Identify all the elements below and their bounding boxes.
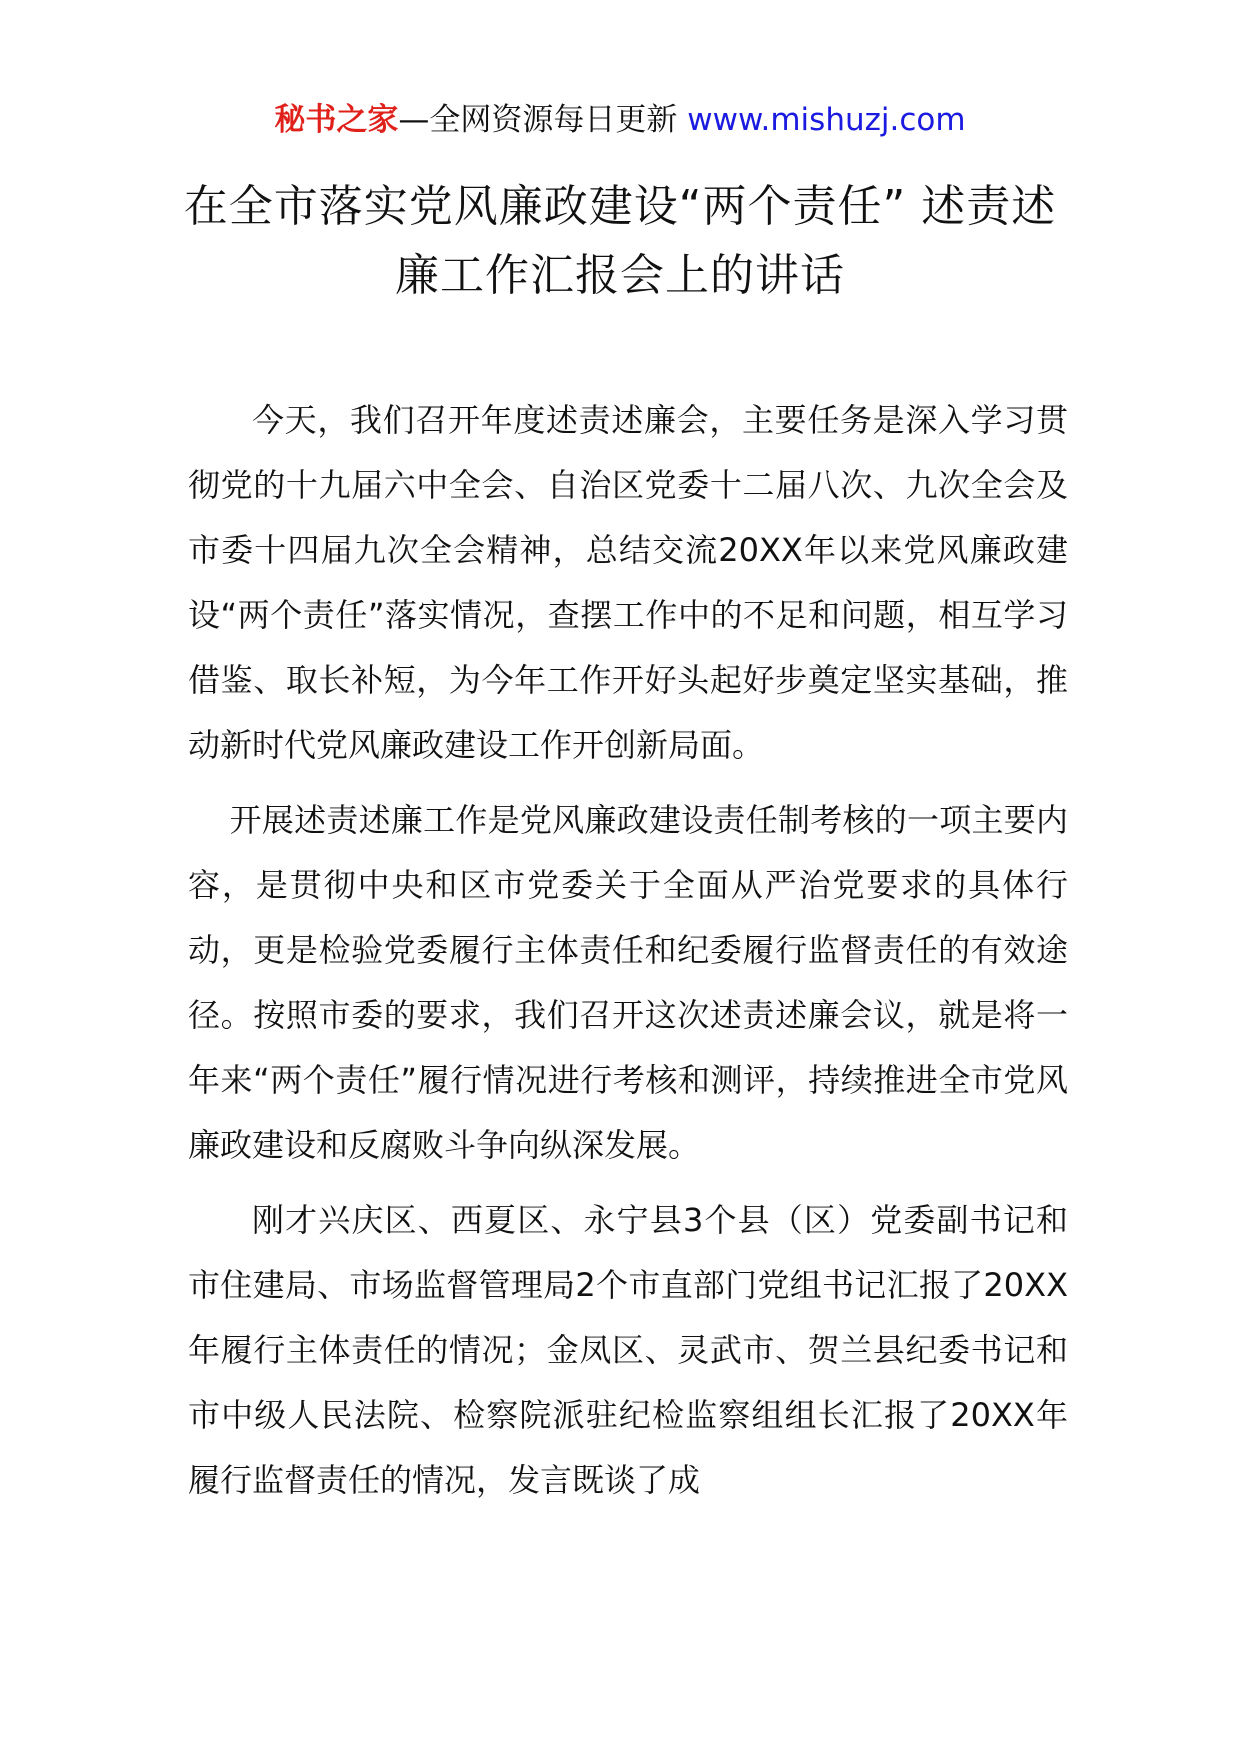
body-paragraph-3: 刚才兴庆区、西夏区、永宁县3个县（区）党委副书记和市住建局、市场监督管理局2个市直部门党组书记汇报了20XX年履行主体责任的情况；金凤区、灵武市、贺兰县纪委书记和市中级人民法院、检察院派驻纪检监察组组长汇报了20XX年履行监督责任的情况，发言既谈了成	[188, 1201, 1068, 1499]
brand-name: 秘书之家	[274, 102, 399, 138]
site-header	[0, 100, 1240, 140]
body-paragraph-2: 开展述责述廉工作是党风廉政建设责任制考核的一项主要内容，是贯彻中央和区市党委关于全面从严治党要求的具体行动，更是检验党委履行主体责任和纪委履行监督责任的有效途径。按照市委的要求，我们召开这次述责述廉会议，就是将一年来“两个责任”履行情况进行考核和测评，持续推进全市党风廉政建设和反腐败斗争向纵深发展。	[188, 801, 1068, 1164]
site-url-link[interactable]: www.mishuzj.com	[687, 102, 966, 138]
header-tagline: —全网资源每日更新	[398, 102, 678, 138]
document-title: 在全市落实党风廉政建设“两个责任” 述责述廉工作汇报会上的讲话	[183, 181, 1057, 301]
body-paragraph-1: 今天，我们召开年度述责述廉会，主要任务是深入学习贯彻党的十九届六中全会、自治区党委十二届八次、九次全会及市委十四届九次全会精神，总结交流20XX年以来党风廉政建设“两个责任”落实情况，查摆工作中的不足和问题，相互学习借鉴、取长补短，为今年工作开好头起好步奠定坚实基础，推动新时代党风廉政建设工作开创新局面。	[188, 401, 1068, 764]
document-body	[188, 388, 1068, 1523]
